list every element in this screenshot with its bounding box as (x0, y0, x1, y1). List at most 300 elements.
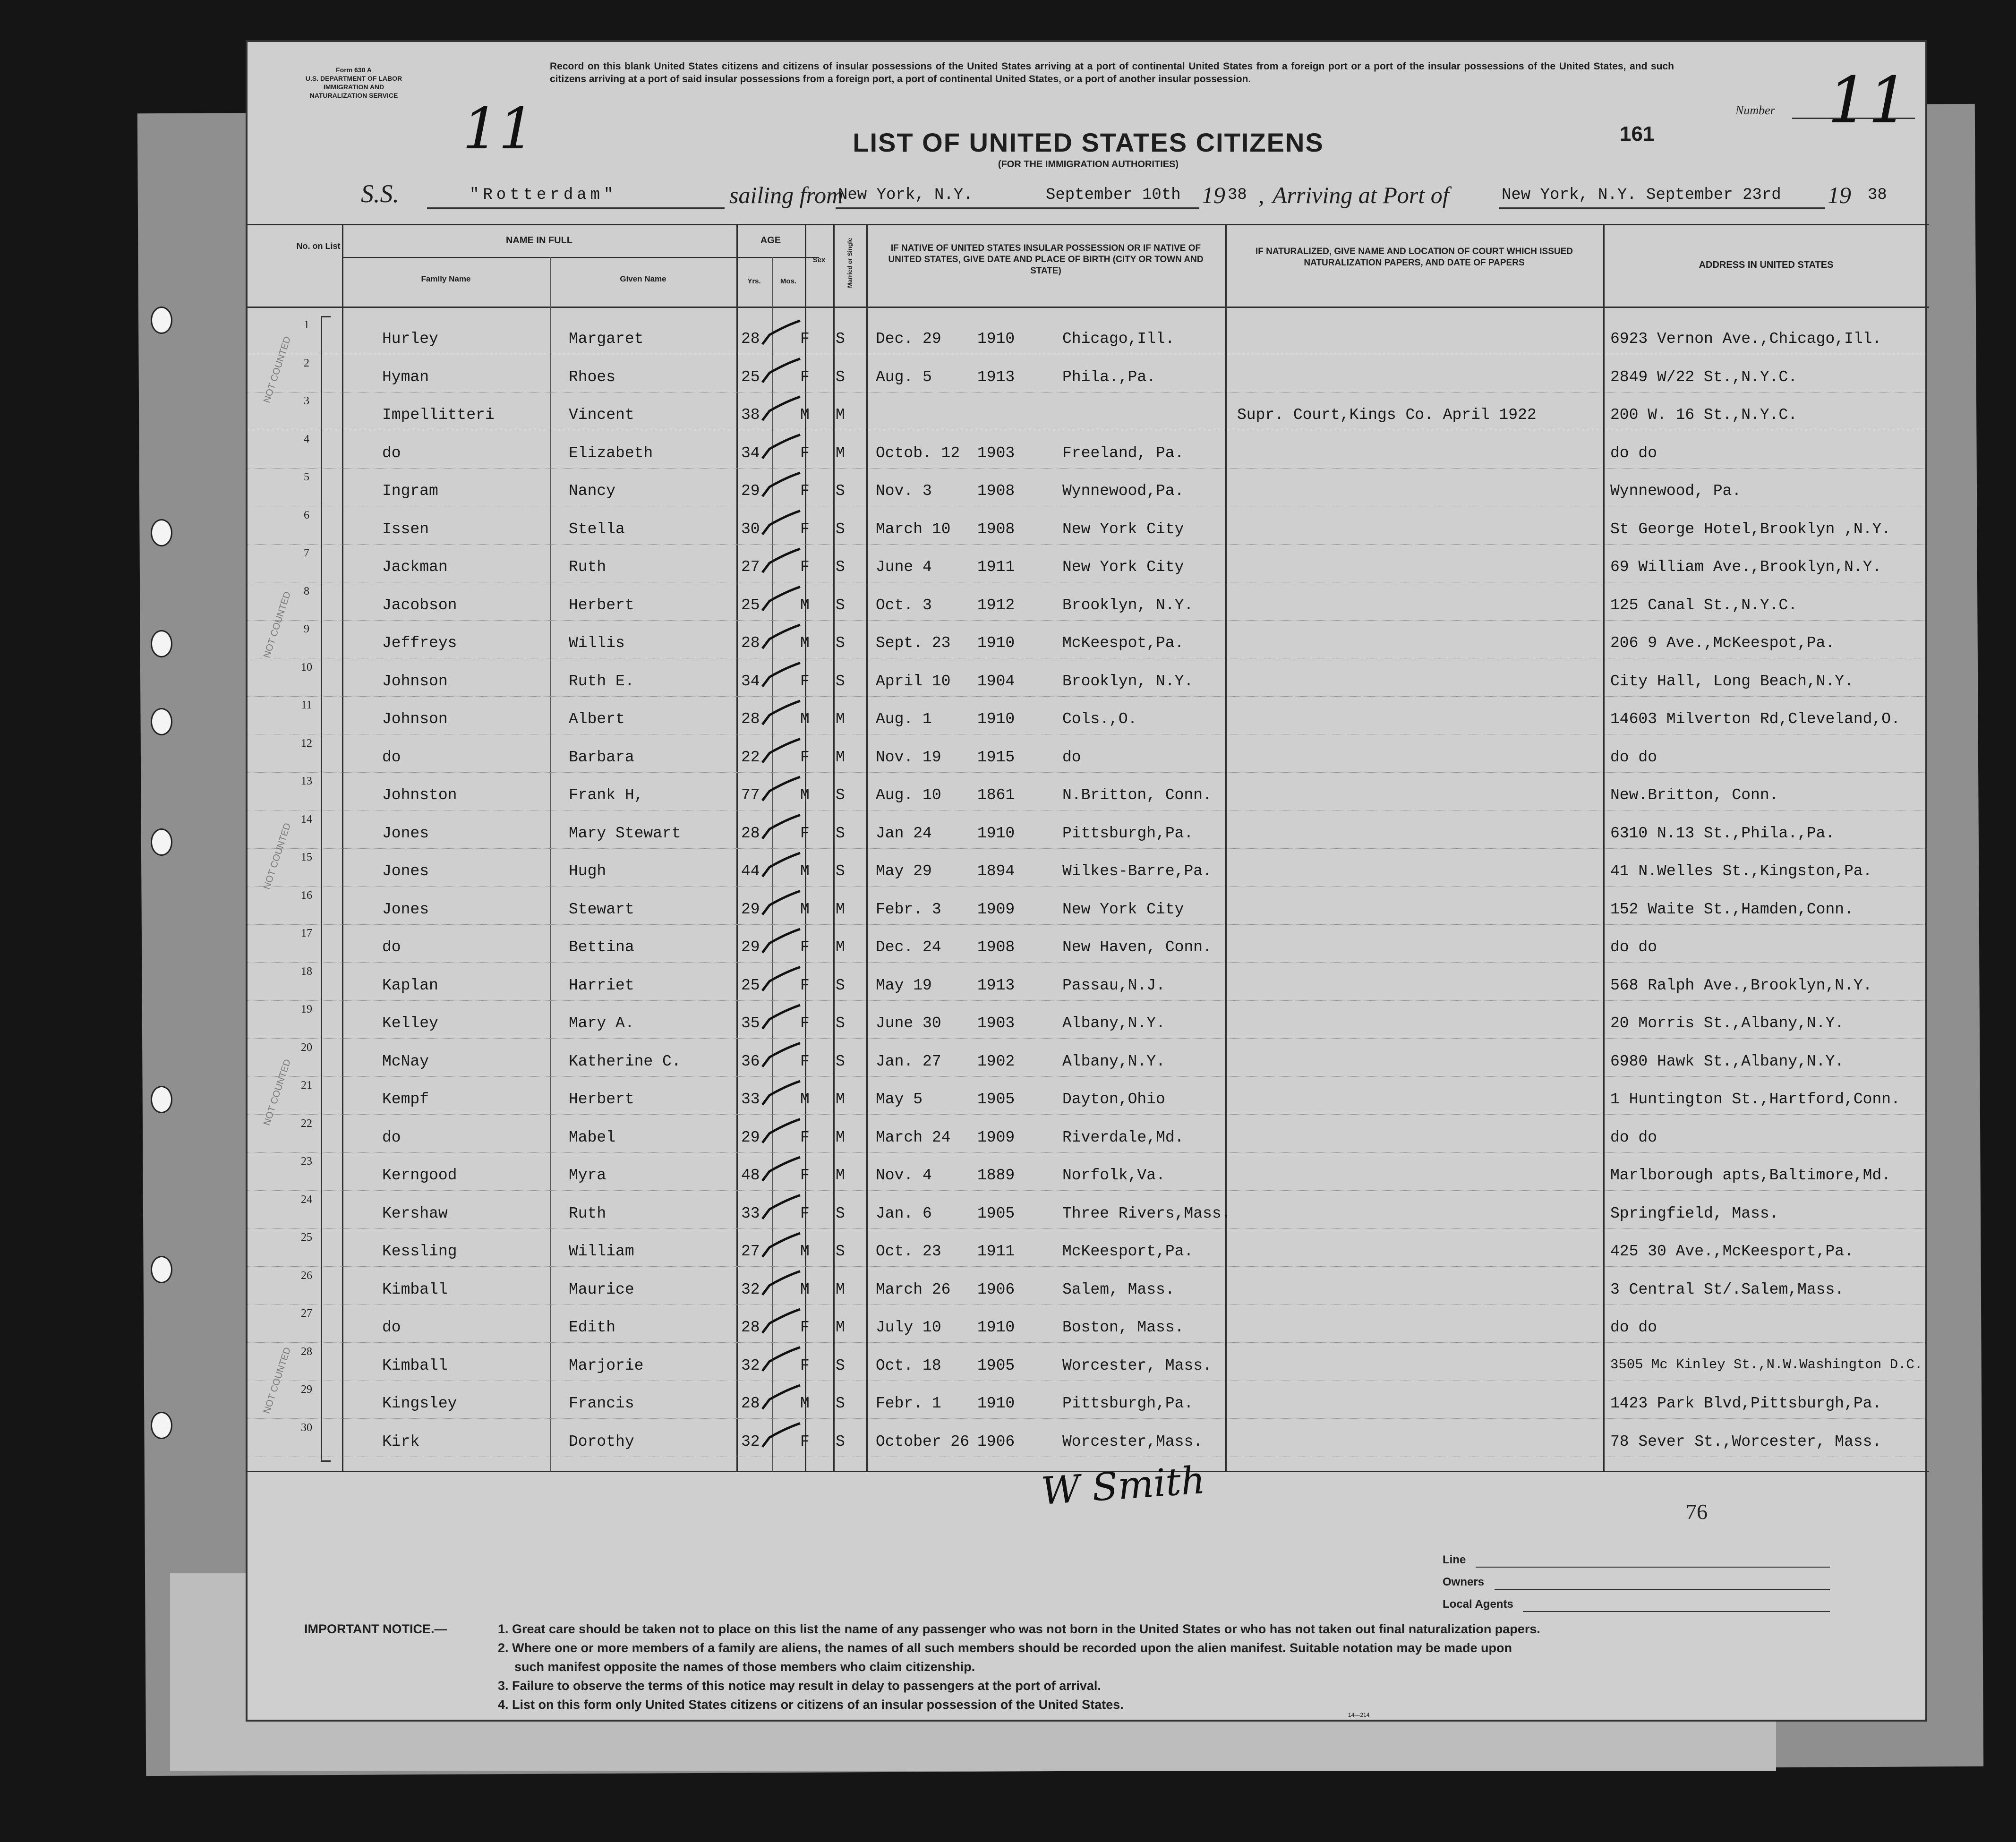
family-name-cell: Kelley (382, 1015, 438, 1032)
birth-place-cell: Freeland, Pa. (1062, 444, 1184, 462)
check-mark-icon (762, 1157, 800, 1181)
marital-status-cell: M (836, 1319, 845, 1336)
binder-hole-icon (151, 1256, 172, 1283)
sex-cell: F (800, 1204, 810, 1222)
arrival-port: New York, N.Y. September 23rd (1502, 186, 1781, 204)
row-number: 29 (301, 1383, 312, 1396)
given-name-cell: Hugh (569, 862, 607, 880)
col-divider (342, 224, 343, 1471)
marital-status-cell: S (836, 482, 845, 500)
row-number: 9 (304, 623, 309, 635)
family-name-cell: Kempf (382, 1091, 429, 1108)
header-bottom-rule (248, 307, 1929, 308)
check-mark-icon (762, 1385, 800, 1409)
row-rule (248, 1418, 1929, 1419)
check-mark-icon (762, 587, 800, 611)
birth-year-cell: 1902 (977, 1052, 1015, 1070)
sex-cell: F (800, 976, 810, 994)
family-name-cell: Johnston (382, 786, 457, 804)
birth-date-cell: June 30 (876, 1015, 941, 1032)
marital-status-cell: S (836, 1433, 845, 1450)
birth-year-cell: 1908 (977, 520, 1015, 538)
not-counted-stamp: NOT COUNTED (262, 821, 293, 891)
address-cell: Springfield, Mass. (1610, 1204, 1779, 1222)
binder-hole-icon (151, 1086, 172, 1113)
address-cell: 2849 W/22 St.,N.Y.C. (1610, 368, 1798, 386)
row-rule (248, 620, 1929, 621)
binder-hole-icon (151, 630, 172, 657)
row-number: 22 (301, 1117, 312, 1130)
birth-year-cell: 1910 (977, 1395, 1015, 1412)
row-number: 12 (301, 737, 312, 750)
marital-status-cell: S (836, 368, 845, 386)
address-cell: do do (1610, 1128, 1657, 1146)
given-name-cell: Vincent (569, 406, 634, 424)
col-divider (550, 257, 551, 1471)
sex-cell: M (800, 1395, 810, 1412)
birth-place-cell: Brooklyn, N.Y. (1062, 596, 1194, 614)
page-total: 76 (1686, 1500, 1708, 1524)
form-instructions: Record on this blank United States citizens and citizens of insular possessions of the United States arriving at a port of continental United States from a foreign port or a port of the insular possessions of the United States, and such citizens arriving at a port of said insular possessions from a foreign port, a port of continental United States, or a port of another insular possession. (550, 61, 1674, 85)
birth-year-cell: 1915 (977, 748, 1015, 766)
marital-status-cell: M (836, 444, 845, 462)
binder-hole-icon (151, 307, 172, 334)
family-name-cell: Kimball (382, 1356, 448, 1374)
handwritten-list-number: 11 (462, 96, 535, 162)
birth-date-cell: Sept. 23 (876, 634, 951, 652)
row-rule (248, 886, 1929, 887)
birth-year-cell: 1905 (977, 1356, 1015, 1374)
age-cell: 77 (741, 786, 760, 804)
given-name-cell: Albert (569, 710, 625, 728)
given-name-cell: Stewart (569, 900, 634, 918)
form-identifier (297, 66, 410, 100)
birth-year-cell: 1913 (977, 368, 1015, 386)
address-cell: 200 W. 16 St.,N.Y.C. (1610, 406, 1798, 424)
marital-status-cell: S (836, 862, 845, 880)
given-name-cell: Herbert (569, 1091, 634, 1108)
birth-place-cell: Three Rivers,Mass. (1062, 1204, 1231, 1222)
department-name: U.S. DEPARTMENT OF LABOR (305, 75, 402, 82)
address-cell: do do (1610, 444, 1657, 462)
stamped-number: 161 (1620, 122, 1655, 145)
row-number: 26 (301, 1269, 312, 1282)
age-cell: 34 (741, 672, 760, 690)
birth-date-cell: March 10 (876, 520, 951, 538)
address-cell: 152 Waite St.,Hamden,Conn. (1610, 900, 1854, 918)
birth-year-cell: 1889 (977, 1167, 1015, 1184)
departure-port: New York, N.Y. (838, 186, 973, 204)
departure-year: 38 (1228, 186, 1247, 204)
header-name-in-full: NAME IN FULL (505, 235, 573, 246)
line-label: Line (1443, 1553, 1466, 1566)
age-cell: 28 (741, 634, 760, 652)
check-mark-icon (762, 1347, 800, 1371)
family-name-cell: Johnson (382, 710, 448, 728)
row-number: 3 (304, 395, 309, 407)
birth-date-cell: July 10 (876, 1319, 941, 1336)
given-name-cell: Nancy (569, 482, 616, 500)
row-rule (248, 1076, 1929, 1077)
row-number: 25 (301, 1231, 312, 1244)
birth-place-cell: McKeespot,Pa. (1062, 634, 1184, 652)
age-cell: 29 (741, 1128, 760, 1146)
birth-year-cell: 1909 (977, 1128, 1015, 1146)
row-number: 5 (304, 471, 309, 483)
birth-year-cell: 1910 (977, 824, 1015, 842)
check-marks (748, 316, 899, 1492)
address-cell: 6310 N.13 St.,Phila.,Pa. (1610, 824, 1835, 842)
notice-item-2: 2. Where one or more members of a family are aliens, the names of all such members should be recorded upon the alien manifest. Suitable notation may be made upon (498, 1641, 1512, 1655)
check-mark-icon (762, 321, 800, 344)
given-name-cell: Frank H, (569, 786, 644, 804)
birth-year-cell: 1912 (977, 596, 1015, 614)
notice-heading: IMPORTANT NOTICE.— (304, 1622, 447, 1636)
address-cell: 1423 Park Blvd,Pittsburgh,Pa. (1610, 1395, 1882, 1412)
family-name-cell: Kershaw (382, 1204, 448, 1222)
header-age-years: Yrs. (747, 277, 761, 285)
address-cell: 14603 Milverton Rd,Cleveland,O. (1610, 710, 1900, 728)
family-name-cell: Hyman (382, 368, 429, 386)
marital-status-cell: M (836, 900, 845, 918)
page-subtitle: (FOR THE IMMIGRATION AUTHORITIES) (998, 159, 1179, 170)
marital-status-cell: S (836, 634, 845, 652)
handwritten-number: 11 (1828, 63, 1909, 137)
sex-cell: F (800, 672, 810, 690)
birth-date-cell: Jan. 27 (876, 1052, 941, 1070)
birth-place-cell: Brooklyn, N.Y. (1062, 672, 1194, 690)
sex-cell: M (800, 710, 810, 728)
check-mark-icon (762, 701, 800, 725)
family-name-cell: Kessling (382, 1243, 457, 1260)
birth-date-cell: Febr. 1 (876, 1395, 941, 1412)
family-name-cell: Issen (382, 520, 429, 538)
sex-cell: F (800, 748, 810, 766)
check-mark-icon (762, 1309, 800, 1333)
row-number: 16 (301, 889, 312, 902)
sex-cell: M (800, 634, 810, 652)
row-number: 10 (301, 661, 312, 674)
header-married-single: Married or Single (846, 238, 854, 288)
birth-place-cell: Salem, Mass. (1062, 1280, 1175, 1298)
birth-date-cell: Jan 24 (876, 824, 932, 842)
header-no-on-list: No. on List (296, 241, 341, 251)
row-rule (248, 696, 1929, 697)
given-name-cell: Bettina (569, 938, 634, 956)
birth-year-cell: 1906 (977, 1280, 1015, 1298)
family-name-cell: Ingram (382, 482, 438, 500)
age-cell: 29 (741, 900, 760, 918)
marital-status-cell: S (836, 1395, 845, 1412)
family-name-cell: Kaplan (382, 976, 438, 994)
birth-date-cell: Jan. 6 (876, 1204, 932, 1222)
address-cell: 1 Huntington St.,Hartford,Conn. (1610, 1091, 1900, 1108)
given-name-cell: Mabel (569, 1128, 616, 1146)
birth-date-cell: April 10 (876, 672, 951, 690)
row-rule (248, 1038, 1929, 1039)
sex-cell: F (800, 482, 810, 500)
marital-status-cell: M (836, 406, 845, 424)
address-cell: 3505 Mc Kinley St.,N.W.Washington D.C. (1610, 1356, 1923, 1373)
line-field (1476, 1567, 1830, 1568)
arrival-year: 38 (1868, 186, 1887, 204)
birth-date-cell: June 4 (876, 558, 932, 576)
arriving-label: Arriving at Port of (1273, 182, 1449, 208)
age-cell: 28 (741, 1319, 760, 1336)
family-name-cell: Kerngood (382, 1167, 457, 1184)
comma: , (1258, 182, 1264, 208)
age-cell: 32 (741, 1280, 760, 1298)
marital-status-cell: S (836, 786, 845, 804)
row-number: 18 (301, 965, 312, 978)
sailing-from-label: sailing from (729, 182, 844, 208)
address-cell: 425 30 Ave.,McKeesport,Pa. (1610, 1243, 1854, 1260)
row-number: 24 (301, 1193, 312, 1206)
ship-name: "Rotterdam" (470, 186, 617, 204)
family-name-cell: Johnson (382, 672, 448, 690)
check-mark-icon (762, 739, 800, 763)
address-cell: St George Hotel,Brooklyn ,N.Y. (1610, 520, 1891, 538)
check-mark-icon (762, 549, 800, 572)
header-address: ADDRESS IN UNITED STATES (1699, 260, 1834, 270)
birth-date-cell: Nov. 19 (876, 748, 941, 766)
given-name-cell: Dorothy (569, 1433, 634, 1450)
age-cell: 48 (741, 1167, 760, 1184)
given-name-cell: Marjorie (569, 1356, 644, 1374)
given-name-cell: Elizabeth (569, 444, 653, 462)
page-title: LIST OF UNITED STATES CITIZENS (853, 128, 1324, 157)
sex-cell: M (800, 596, 810, 614)
birth-year-cell: 1908 (977, 482, 1015, 500)
birth-place-cell: Riverdale,Md. (1062, 1128, 1184, 1146)
check-mark-icon (762, 511, 800, 535)
check-mark-icon (762, 359, 800, 383)
notice-item-4: 4. List on this form only United States citizens or citizens of an insular possession of the United States. (498, 1697, 1124, 1712)
birth-year-cell: 1910 (977, 634, 1015, 652)
check-mark-icon (762, 1424, 800, 1447)
family-name-cell: Kingsley (382, 1395, 457, 1412)
birth-place-cell: N.Britton, Conn. (1062, 786, 1212, 804)
birth-year-cell: 1910 (977, 330, 1015, 348)
marital-status-cell: S (836, 330, 845, 348)
row-number: 27 (301, 1307, 312, 1320)
birth-year-cell: 1908 (977, 938, 1015, 956)
sex-cell: F (800, 444, 810, 462)
age-cell: 34 (741, 444, 760, 462)
row-number: 13 (301, 775, 312, 787)
family-name-cell: Kimball (382, 1280, 448, 1298)
sex-cell: F (800, 1015, 810, 1032)
address-cell: 41 N.Welles St.,Kingston,Pa. (1610, 862, 1872, 880)
address-cell: 125 Canal St.,N.Y.C. (1610, 596, 1798, 614)
form-number: Form 630 A (336, 66, 372, 74)
sex-cell: F (800, 330, 810, 348)
birth-year-cell: 1913 (977, 976, 1015, 994)
sex-cell: F (800, 1128, 810, 1146)
not-counted-stamp: NOT COUNTED (262, 1346, 293, 1415)
age-cell: 32 (741, 1433, 760, 1450)
birth-year-cell: 1906 (977, 1433, 1015, 1450)
marital-status-cell: S (836, 520, 845, 538)
owners-label: Owners (1443, 1576, 1485, 1588)
birth-date-cell: Aug. 1 (876, 710, 932, 728)
marital-status-cell: M (836, 710, 845, 728)
sex-cell: M (800, 1091, 810, 1108)
birth-date-cell: October 26 (876, 1433, 970, 1450)
birth-year-cell: 1903 (977, 1015, 1015, 1032)
row-rule (248, 1000, 1929, 1001)
sex-cell: F (800, 1052, 810, 1070)
col-divider (736, 224, 738, 1471)
check-mark-icon (762, 853, 800, 877)
marital-status-cell: S (836, 1356, 845, 1374)
check-mark-icon (762, 435, 800, 459)
row-rule (248, 962, 1929, 963)
birth-date-cell: May 19 (876, 976, 932, 994)
address-cell: do do (1610, 1319, 1657, 1336)
row-rule (248, 1190, 1929, 1191)
age-cell: 28 (741, 710, 760, 728)
birth-place-cell: New York City (1062, 520, 1184, 538)
check-mark-icon (762, 397, 800, 420)
owners-field (1495, 1589, 1830, 1590)
given-name-cell: Ruth (569, 1204, 607, 1222)
header-naturalized: IF NATURALIZED, GIVE NAME AND LOCATION OF COURT WHICH ISSUED NATURALIZATION PAPERS, AND DATE OF PAPERS (1255, 247, 1573, 268)
birth-date-cell: Aug. 10 (876, 786, 941, 804)
birth-year-cell: 1909 (977, 900, 1015, 918)
header-family-name: Family Name (421, 274, 471, 283)
birth-place-cell: Boston, Mass. (1062, 1319, 1184, 1336)
binder-hole-icon (151, 828, 172, 856)
birth-place-cell: McKeesport,Pa. (1062, 1243, 1194, 1260)
birth-year-cell: 1910 (977, 710, 1015, 728)
marital-status-cell: M (836, 1128, 845, 1146)
row-number: 21 (301, 1079, 312, 1092)
check-mark-icon (762, 1119, 800, 1143)
address-cell: City Hall, Long Beach,N.Y. (1610, 672, 1854, 690)
marital-status-cell: S (836, 672, 845, 690)
birth-place-cell: Albany,N.Y. (1062, 1015, 1165, 1032)
row-number: 15 (301, 851, 312, 863)
age-cell: 30 (741, 520, 760, 538)
ss-label: S.S. (361, 179, 399, 208)
col-divider (1225, 224, 1227, 1471)
family-name-cell: do (382, 1128, 401, 1146)
family-name-cell: do (382, 444, 401, 462)
notice-item-3: 3. Failure to observe the terms of this notice may result in delay to passengers at the port of arrival. (498, 1679, 1101, 1693)
address-cell: 78 Sever St.,Worcester, Mass. (1610, 1433, 1882, 1450)
sex-cell: F (800, 824, 810, 842)
header-native-birth: IF NATIVE OF UNITED STATES INSULAR POSSESSION OR IF NATIVE OF UNITED STATES, GIVE DATE AND PLACE OF BIRTH (CITY OR TOWN AND STATE) (888, 243, 1204, 276)
sex-cell: F (800, 1433, 810, 1450)
row-rule (248, 544, 1929, 545)
family-name-cell: Jones (382, 862, 429, 880)
age-cell: 44 (741, 862, 760, 880)
number-label: Number (1735, 103, 1775, 117)
check-mark-icon (762, 1195, 800, 1219)
birth-place-cell: Wilkes-Barre,Pa. (1062, 862, 1212, 880)
birth-place-cell: Cols.,O. (1062, 710, 1137, 728)
marital-status-cell: M (836, 1280, 845, 1298)
family-name-cell: McNay (382, 1052, 429, 1070)
row-number: 19 (301, 1003, 312, 1015)
marital-status-cell: M (836, 1167, 845, 1184)
birth-year-cell: 1903 (977, 444, 1015, 462)
header-age: AGE (760, 235, 781, 246)
birth-date-cell: Dec. 29 (876, 330, 941, 348)
sex-cell: M (800, 1280, 810, 1298)
row-number: 14 (301, 813, 312, 826)
age-cell: 27 (741, 1243, 760, 1260)
birth-date-cell: May 5 (876, 1091, 923, 1108)
birth-date-cell: Nov. 4 (876, 1167, 932, 1184)
address-cell: 20 Morris St.,Albany,N.Y. (1610, 1015, 1845, 1032)
print-code: 14—214 (1348, 1712, 1370, 1718)
birth-date-cell: May 29 (876, 862, 932, 880)
given-name-cell: Maurice (569, 1280, 634, 1298)
birth-place-cell: New York City (1062, 900, 1184, 918)
family-name-cell: Impellitteri (382, 406, 495, 424)
given-name-cell: Francis (569, 1395, 634, 1412)
family-name-cell: do (382, 938, 401, 956)
given-name-cell: Katherine C. (569, 1052, 681, 1070)
sex-cell: F (800, 520, 810, 538)
row-number: 11 (301, 699, 312, 711)
birth-year-cell: 1904 (977, 672, 1015, 690)
birth-place-cell: New York City (1062, 558, 1184, 576)
marital-status-cell: S (836, 1015, 845, 1032)
row-number: 4 (304, 433, 309, 445)
age-cell: 33 (741, 1091, 760, 1108)
check-mark-icon (762, 777, 800, 801)
sex-cell: F (800, 558, 810, 576)
given-name-cell: William (569, 1243, 634, 1260)
row-number: 28 (301, 1345, 312, 1358)
row-number: 17 (301, 927, 312, 939)
address-cell: Wynnewood, Pa. (1610, 482, 1742, 500)
marital-status-cell: S (836, 1052, 845, 1070)
row-rule (248, 1266, 1929, 1267)
birth-place-cell: Chicago,Ill. (1062, 330, 1175, 348)
check-mark-icon (762, 1005, 800, 1029)
age-cell: 36 (741, 1052, 760, 1070)
address-cell: do do (1610, 938, 1657, 956)
year-prefix: 19 (1202, 182, 1225, 208)
check-mark-icon (762, 663, 800, 687)
family-name-cell: do (382, 1319, 401, 1336)
row-number: 2 (304, 357, 309, 369)
sex-cell: F (800, 938, 810, 956)
row-number: 20 (301, 1041, 312, 1054)
binder-hole-icon (151, 519, 172, 546)
row-rule (248, 924, 1929, 925)
address-cell: do do (1610, 748, 1657, 766)
address-cell: 206 9 Ave.,McKeespot,Pa. (1610, 634, 1835, 652)
marital-status-cell: M (836, 938, 845, 956)
row-rule (248, 1228, 1929, 1229)
age-cell: 25 (741, 368, 760, 386)
birth-date-cell: Aug. 5 (876, 368, 932, 386)
header-given-name: Given Name (620, 274, 666, 283)
row-rule (248, 468, 1929, 469)
check-mark-icon (762, 891, 800, 915)
table-top-rule (248, 224, 1929, 225)
birth-place-cell: Passau,N.J. (1062, 976, 1165, 994)
birth-year-cell: 1911 (977, 558, 1015, 576)
given-name-cell: Willis (569, 634, 625, 652)
row-rule (248, 1114, 1929, 1115)
birth-date-cell: Octob. 12 (876, 444, 960, 462)
